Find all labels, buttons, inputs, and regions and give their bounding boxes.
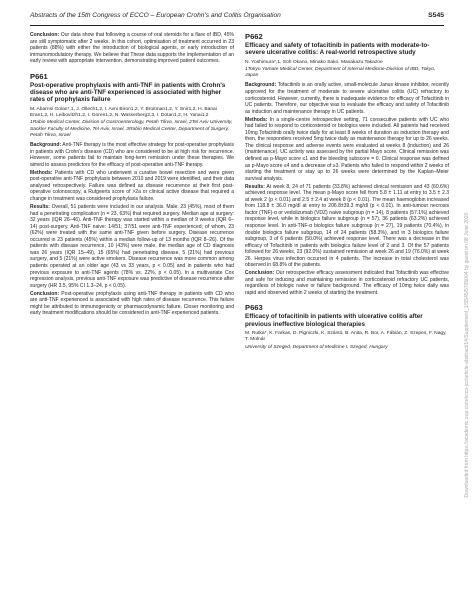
section-label: Conclusion: — [30, 32, 60, 38]
affiliations-p662: 1Tokyo Yamate Medical Center, Department of Internal Medicine-Division of IBD, Tokyo, Japan — [245, 66, 436, 79]
right-column — [245, 32, 449, 354]
download-watermark-text: Downloaded from https://academic.oup.com/ecco-jcc/article-abstract/14/Supplement_1/S545/5705004 by guest on 08 June 2020 — [464, 212, 470, 498]
left-column — [30, 32, 234, 318]
journal-running-title: Abstracts of the 15th Congress of ECCO – European Crohn's and Colitis Organisation — [30, 12, 281, 19]
page-number: S545 — [428, 12, 444, 19]
section-text: Tofacitinib is an orally active, small-molecule Janus kinase inhibitor, recently approved for the treatment of moderate to severe ulcerative colitis (UC) refractory to corticosteroid. However, currently, there is inadequate evidence for efficacy of Tofacitinib in UC patients. Therefore, our objective was to evaluate the efficacy and safety of Tofacitinib as induction and maintenance therapy in UC patients. — [245, 82, 449, 115]
section-label: Methods: — [30, 169, 53, 176]
section-text: Post-operative prophylaxis using anti-TNF therapy in patients with CD who are anti-TNF experienced is associated with high rates of disease recurrence. This failure might be attributed to immunogenicity or pharmacodynamic failure. Closer monitoring and early treatment modifications should be considered in anti-TNF experienced patients. — [30, 290, 235, 317]
abstract-id-p663: P663 — [245, 303, 263, 313]
conclusion-p662 — [245, 270, 449, 296]
authors-p662: N. Yoshimura*,1, Soh Okano, Minako Sako, Masakazu Takazoe — [245, 59, 383, 65]
conclusion-p661 — [30, 291, 234, 317]
section-label: Conclusion: — [245, 270, 275, 277]
section-label: Conclusion: — [30, 290, 60, 297]
authors-p661: M. Abarnsi Golan*,1, J. Ollech1,2, I. Avni Biron1,2, Y. Broitman1,2, Y. Snir1,2, H. Banai Eran1,2, H. Leibovitzh1,2, I. Goren1,2, N. Wasserberg2,3, I. Dotan1,2, H. Yanai1,2 — [30, 106, 217, 118]
section-text: Anti-TNF therapy is the most effective strategy for post-operative prophylaxis in patients with Crohn's disease (CD) who are considered to be at high risk for recurrence. However, some patients fail to maintain long-term remission under these therapies. We aimed to assess predictors for the efficacy of post-operative anti-TNF therapy. — [30, 142, 234, 168]
section-label: Background: — [245, 82, 277, 89]
methods-p661 — [30, 170, 234, 203]
abstract-id-p661: P661 — [30, 71, 48, 81]
abstract-title-p663: Efficacy of tofacitinib in patients with ulcerative colitis after previous ineffective biological therapies — [245, 313, 423, 328]
methods-p662 — [245, 117, 449, 182]
section-text: Overall, 51 patients were included in our analysis. Male: 23 (45%), most of them had a penetrating complication (n = 23, 63%) that required surgery. Median age at surgery: 32 years (IQR 26–46). Anti-TNF therapy was started within a median of 9 weeks (IQR 6–14) post-surgery. Anti-TNF naive: 14/51; 37/51 were anti-TNF experienced; of whom, 23 (62%) were treated with the same anti-TNF given before surgery. Disease recurrence occurred in 23 patients (45%) within a median follow-up of 13 months (IQR 8–26). Of the patients with disease recurrence, 10 (43%) were male, the median age of CD diagnosis was 26 years (IQR 15–49), 15 (65%) had penetrating disease, 5 (21%) had previous surgery, and 5 (21%) were active smokers. Disease recurrence was more common among patients operated at an older age (43 vs 33 years, p < 0.05) and in patients who had previous exposure to anti-TNF agents (78% vs. 22%, p < 0.05). In a multivariate Cox regression analysis, previous anti-TNF exposure was predictive of disease recurrence after surgery (HR 3.5, 95% CI 1.3–24, p < 0.05). — [30, 204, 234, 289]
section-label: Background: — [30, 142, 62, 149]
prev-abstract-conclusion — [30, 32, 234, 65]
abstract-id-p662: P662 — [245, 32, 263, 41]
affiliations-p663: University of Szeged, Department of Medicine I, Szeged, Hungary — [245, 344, 388, 350]
section-label: Results: — [30, 204, 50, 211]
section-label: Methods: — [245, 116, 268, 123]
section-text: Our data show that following a course of oral steroids for a flare of IBD, 45% are still symptomatic after 2 weeks. In this cohort, optimisation of treatment occurred in 23 patients (88%) with either the introduction of biological agents, or early introduction of immunomodulatory therapy. We believe that These data supports the implementation of an early review with appropriate intervention, demonstrating improved patient outcomes. — [30, 32, 235, 65]
section-text: In a single-centre retrospective setting, 71 consecutive patients with UC who had failed to respond to corticosteroid or biologics were included. All patients had received 10mg Tofacitinib orally twice daily for at least 8 weeks of duration as induction therapy and then, the responders received 5mg twice daily as maintenance therapy for up to 26 weeks. The clinical response and adverse events were evaluated at weeks 8 (induction) and 26 (maintenance). UC activity was assessed by the partial Mayo score. Clinical remission was defined as p-Mayo score ≤1 and the bleeding subscore = 0. Clinical response was defined as p-Mayo score ≤4 and a decrease of ≥3. Patients who failed to respond within 2 weeks of starting the treatment or stay up to 26 weeks were determined by the Kaplan–Meier survival analysis. — [245, 116, 449, 182]
section-text: Our retrospective efficacy assessment indicated that Tofacitinib was effective and safe for inducing and maintaining remission in corticosteroid refractory UC patients, regardless of biologic naive or failure background. The efficacy of 10mg twice daily was rapid and observed within 2 weeks of starting the treatment. — [245, 270, 450, 296]
section-text: At week 8, 24 of 71 patients (33.8%) achieved clinical remission and 43 (60.6%) achieved response level. The mean p-Mayo score fell from 5.8 ± 1.11 at entry to 3.5 ± 2.3 at week 2 (p < 0.01) and 2.5 ± 2.4 at week 8 (p < 0.01). The mean haemoglobin increased from 118.8 ± 36.0 mg/dl at entry to 206.8±39.3 mg/dl (p < 0.01). In anti-tumour necrosis factor (TNF)-α or vedolizumab (VDZ) naive subgroup (n = 14), 8 patients (57.1%) achieved response level, while in biologics failure subgroup (n = 57), 36 patients (63.2%) achieved response level. In anti-TNF-α biologics failure subgroup (n = 27), 19 patients (70.4%), in double biologics failure subgroup, 14 of 24 patients (58.3%), and in 3 biologics failure subgroup, 3 of 6 patients (50.0%) achieved response level. There was a decrease in the efficacy of Tofacitinib in patients with biologics failure level of 2 and 3. Of the 57 patients followed for 26 weeks, 23 (92.0%) sustained remission at week 26 and 19 (76.0%) at week 26. Herpes virus infection occurred in 4 patients. The increase in total cholesterol was observed in 68.8% of the patients. — [245, 183, 450, 269]
affiliations-p661: 1Rabin Medical Center, Division of Gastroenterology, Petah Tikva, Israel, 2Tel Aviv University, Sackler Faculty of Medicine, Tel Aviv, Israel, 3Rabin Medical Center, Department of Surgery, Petah Tikva, Israel — [30, 120, 233, 138]
authors-p663: M. Rutka*, K. Farkas, D. Pigniczki, K. Szántó, B. Anita, R. Bor, A. Fábián, Z. Szepes, F. Nagy, T. Molnár — [245, 331, 447, 343]
download-watermark — [462, 140, 472, 570]
abstract-title-p661: Post-operative prophylaxis with anti-TNF in patients with Crohn's disease who are anti-TNF experienced is associated with higher rates of prophylaxis failure — [30, 81, 226, 104]
background-p661 — [30, 142, 234, 168]
background-p662 — [245, 82, 449, 115]
running-header — [30, 12, 444, 24]
header-rule — [30, 25, 444, 26]
results-p662 — [245, 184, 449, 269]
results-p661 — [30, 204, 234, 289]
section-text: Patients with CD who underwent a curative bowel resection and were given post-operative anti-TNF prophylaxis between 2010 and 2019 were identified, and their data analysed retrospectively. Failure was defined as disease recurrence at their first post-operative colonoscopy, a Rutgeerts score of >2a or clinical active disease that required a change in treatment was considered prophylaxis failure. — [30, 169, 234, 202]
abstract-title-p662: Efficacy and safety of tofacitinib in patients with moderate-to-severe ulcerative colitis: A real-world retrospective study — [245, 42, 430, 57]
section-label: Results: — [245, 183, 265, 190]
